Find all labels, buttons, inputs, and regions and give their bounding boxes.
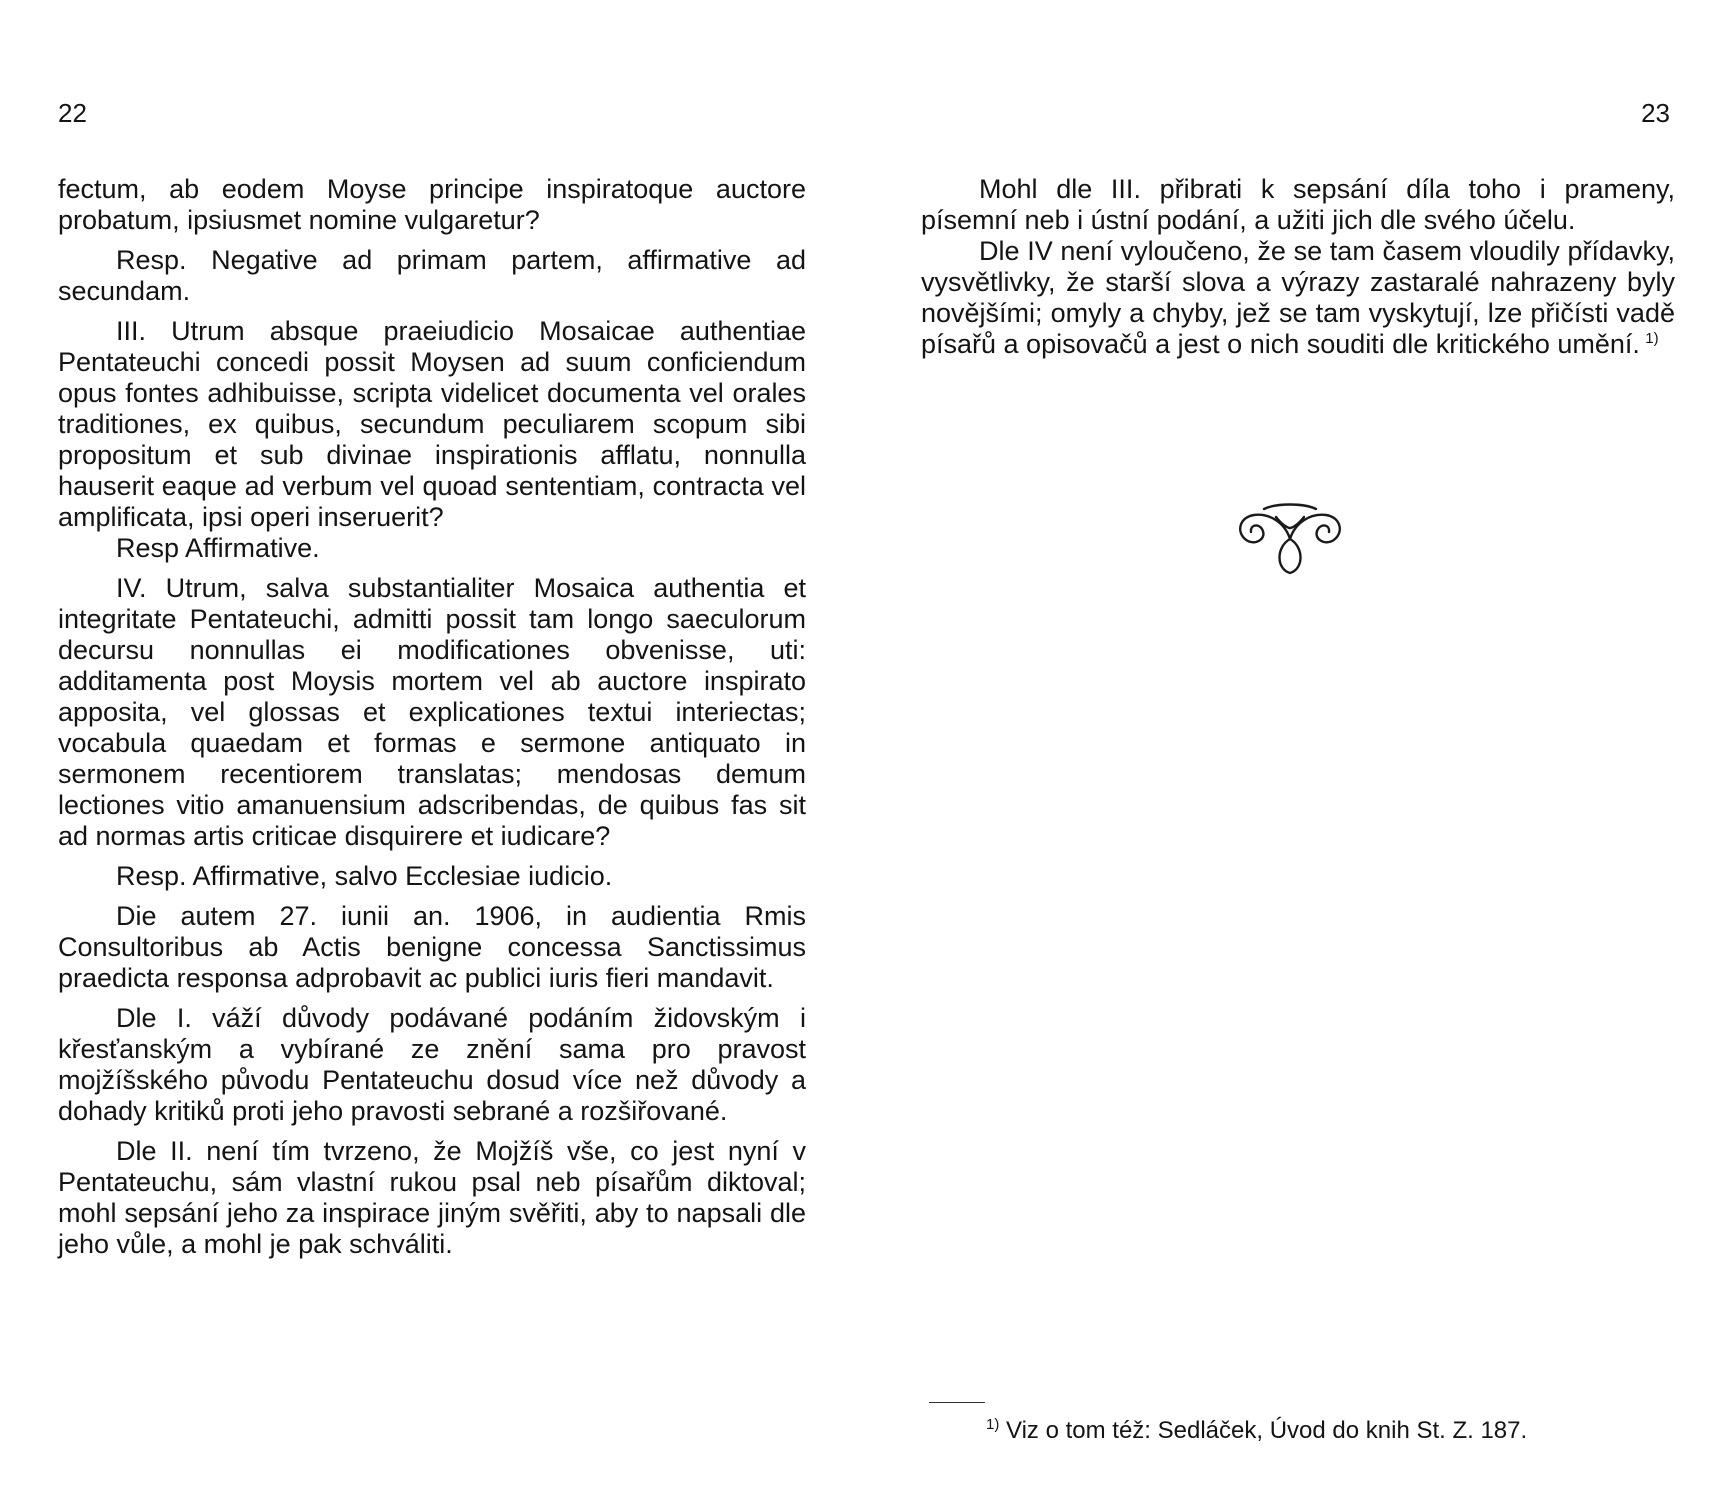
paragraph-text: Dle IV není vyloučeno, že se tam časem vloudily přídavky, vysvětlivky, že starší slova a výrazy zastaralé nahrazeny byly novějšími; omyly a chyby, jež se tam vyskytují, lze přičísti vadě písařů a opisovačů a jest o nich souditi dle kritického umění. bbox=[921, 236, 1675, 359]
paragraph: Mohl dle III. přibrati k sepsání díla toho i prameny, písemní neb i ústní podání, a užiti jich dle svého účelu. bbox=[921, 174, 1675, 235]
paragraph: Dle I. váží důvody podávané podáním židovským i křesťanským a vybírané ze znění sama pro pravost mojžíšského původu Pentateuchu dosud více než důvody a dohady kritiků proti jeho pravosti sebrané a rozšiřované. bbox=[58, 1003, 806, 1126]
paragraph: IV. Utrum, salva substantialiter Mosaica authentia et integritate Pentateuchi, admitti possit tam longo saeculorum decursu nonnullas ei modificationes obvenisse, uti: additamenta post Moysis mortem vel ab auctore inspirato apposita, vel glossas et explicationes textui interiectas; vocabula quaedam et formas e sermone antiquato in sermonem recentiorem translatas; mendosas demum lectiones vitio amanuensium adscribendas, de quibus fas sit ad normas artis criticae disquirere et iudicare? bbox=[58, 573, 806, 851]
footnote-marker: 1) bbox=[986, 1416, 1000, 1433]
right-page bbox=[855, 0, 1710, 1500]
paragraph bbox=[921, 236, 1675, 360]
footnote bbox=[986, 1416, 1527, 1446]
paragraph: Resp. Affirmative, salvo Ecclesiae iudicio. bbox=[116, 861, 613, 891]
footnote-separator bbox=[929, 1402, 985, 1403]
paragraph: fectum, ab eodem Moyse principe inspiratoque auctore probatum, ipsiusmet nomine vulgaretur? bbox=[58, 174, 806, 235]
paragraph: Resp Affirmative. bbox=[116, 533, 320, 563]
paragraph: Dle II. není tím tvrzeno, že Mojžíš vše, co jest nyní v Pentateuchu, sám vlastní rukou psal neb písařům diktoval; mohl sepsání jeho za inspirace jiným svěřiti, aby to napsali dle jeho vůle, a mohl je pak schváliti. bbox=[58, 1136, 806, 1259]
paragraph: Resp. Negative ad primam partem, affirmative ad secundam. bbox=[58, 245, 806, 306]
page-number-left: 22 bbox=[58, 98, 87, 128]
footnote-text: Viz o tom též: Sedláček, Úvod do knih St. Z. 187. bbox=[1006, 1417, 1528, 1444]
paragraph: III. Utrum absque praeiudicio Mosaicae authentiae Pentateuchi concedi possit Moysen ad suum conficiendum opus fontes adhibuisse, scripta videlicet documenta vel orales traditiones, ex quibus, secundum peculiarem scopum sibi propositum et sub divinae inspirationis afflatu, nonnulla hauserit eaque ad verbum vel quoad sententiam, contracta vel amplificata, ipsi operi inseruerit? bbox=[58, 316, 806, 532]
footnote-reference[interactable]: 1) bbox=[1645, 330, 1659, 347]
right-text-column bbox=[921, 174, 1675, 369]
left-text-column bbox=[58, 174, 806, 1269]
fleuron-ornament-icon bbox=[1230, 495, 1350, 575]
paragraph: Die autem 27. iunii an. 1906, in audientia Rmis Consultoribus ab Actis benigne concessa Sanctissimus praedicta responsa adprobavit ac publici iuris fieri mandavit. bbox=[58, 901, 806, 993]
page-number-right: 23 bbox=[1641, 98, 1670, 128]
